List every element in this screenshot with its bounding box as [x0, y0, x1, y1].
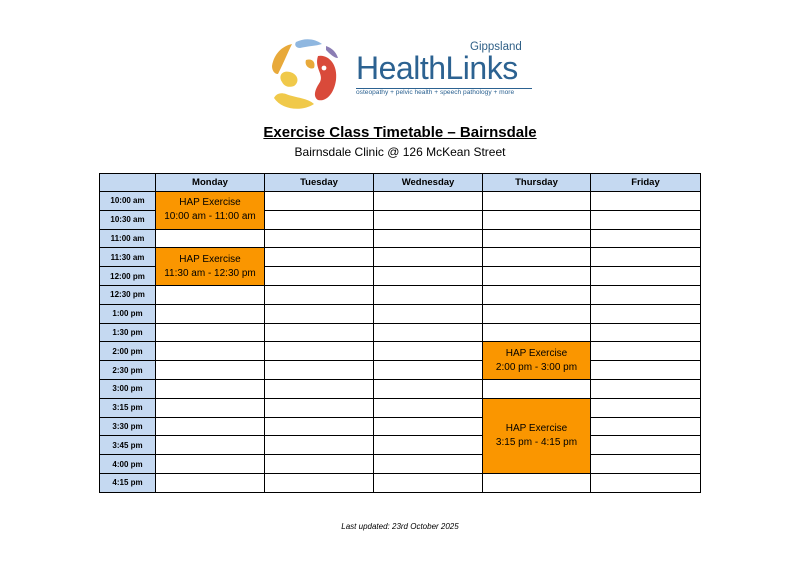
empty-cell [591, 285, 701, 304]
empty-cell [483, 248, 591, 267]
empty-cell [483, 304, 591, 323]
class-name: HAP Exercise [179, 197, 241, 209]
time-label: 3:15 pm [100, 398, 156, 417]
empty-cell [374, 210, 483, 229]
table-row [100, 342, 701, 361]
time-label: 10:00 am [100, 192, 156, 211]
empty-cell [156, 285, 265, 304]
page-title: Exercise Class Timetable – Bairnsdale [263, 124, 537, 141]
empty-cell [483, 379, 591, 398]
table-row [100, 473, 701, 492]
empty-cell [156, 229, 265, 248]
class-block-thursday-2 [483, 398, 591, 473]
empty-cell [156, 323, 265, 342]
table-row [100, 304, 701, 323]
class-block-thursday-1 [483, 342, 591, 380]
empty-cell [265, 304, 374, 323]
class-block-monday-1 [156, 192, 265, 230]
header-day-wednesday: Wednesday [374, 174, 483, 192]
empty-cell [591, 323, 701, 342]
time-label: 1:00 pm [100, 304, 156, 323]
empty-cell [591, 398, 701, 417]
last-updated-note: Last updated: 23rd October 2025 [341, 522, 459, 531]
time-label: 3:00 pm [100, 379, 156, 398]
class-block-monday-2 [156, 248, 265, 286]
time-label: 4:00 pm [100, 455, 156, 474]
empty-cell [265, 436, 374, 455]
header-day-friday: Friday [591, 174, 701, 192]
empty-cell [483, 473, 591, 492]
empty-cell [265, 285, 374, 304]
empty-cell [265, 267, 374, 286]
table-row [100, 436, 701, 455]
time-label: 12:30 pm [100, 285, 156, 304]
empty-cell [156, 304, 265, 323]
healthlinks-logo-icon [268, 36, 344, 112]
empty-cell [156, 342, 265, 361]
header-corner-cell [100, 174, 156, 192]
empty-cell [591, 210, 701, 229]
empty-cell [265, 323, 374, 342]
time-label: 1:30 pm [100, 323, 156, 342]
header-day-monday: Monday [156, 174, 265, 192]
empty-cell [591, 267, 701, 286]
empty-cell [591, 417, 701, 436]
timetable-header-row [100, 174, 701, 192]
empty-cell [156, 379, 265, 398]
empty-cell [374, 417, 483, 436]
empty-cell [374, 304, 483, 323]
empty-cell [374, 436, 483, 455]
table-row [100, 361, 701, 380]
table-row [100, 323, 701, 342]
empty-cell [265, 417, 374, 436]
timetable [99, 173, 701, 493]
empty-cell [265, 192, 374, 211]
table-row [100, 285, 701, 304]
empty-cell [265, 379, 374, 398]
logo-brand-text: HealthLinks [356, 50, 518, 86]
empty-cell [265, 473, 374, 492]
empty-cell [591, 436, 701, 455]
empty-cell [374, 229, 483, 248]
empty-cell [156, 455, 265, 474]
time-label: 2:00 pm [100, 342, 156, 361]
empty-cell [265, 342, 374, 361]
empty-cell [374, 361, 483, 380]
class-time: 2:00 pm - 3:00 pm [495, 361, 578, 373]
time-label: 2:30 pm [100, 361, 156, 380]
time-label: 4:15 pm [100, 473, 156, 492]
time-label: 11:30 am [100, 248, 156, 267]
class-time: 10:00 am - 11:00 am [164, 211, 256, 223]
time-label: 3:45 pm [100, 436, 156, 455]
logo-region-text: Gippsland [470, 41, 522, 53]
empty-cell [374, 267, 483, 286]
empty-cell [483, 285, 591, 304]
table-row [100, 398, 701, 417]
header-day-tuesday: Tuesday [265, 174, 374, 192]
logo-tagline: osteopathy + pelvic health + speech pathology + more [356, 89, 515, 96]
empty-cell [374, 323, 483, 342]
empty-cell [483, 323, 591, 342]
empty-cell [591, 361, 701, 380]
empty-cell [156, 436, 265, 455]
empty-cell [374, 192, 483, 211]
empty-cell [374, 285, 483, 304]
empty-cell [374, 342, 483, 361]
time-label: 10:30 am [100, 210, 156, 229]
table-row [100, 379, 701, 398]
empty-cell [265, 361, 374, 380]
class-name: HAP Exercise [179, 253, 241, 265]
empty-cell [591, 342, 701, 361]
class-time: 3:15 pm - 4:15 pm [495, 436, 578, 448]
page-subtitle: Bairnsdale Clinic @ 126 McKean Street [294, 145, 506, 159]
empty-cell [265, 398, 374, 417]
empty-cell [374, 379, 483, 398]
empty-cell [591, 304, 701, 323]
time-label: 11:00 am [100, 229, 156, 248]
time-label: 12:00 pm [100, 267, 156, 286]
empty-cell [156, 361, 265, 380]
empty-cell [374, 398, 483, 417]
table-row [100, 248, 701, 267]
empty-cell [591, 229, 701, 248]
table-row [100, 192, 701, 211]
empty-cell [265, 210, 374, 229]
empty-cell [265, 248, 374, 267]
class-name: HAP Exercise [505, 347, 568, 359]
empty-cell [483, 267, 591, 286]
empty-cell [374, 455, 483, 474]
empty-cell [483, 229, 591, 248]
header-day-thursday: Thursday [483, 174, 591, 192]
class-name: HAP Exercise [505, 422, 568, 434]
empty-cell [591, 473, 701, 492]
empty-cell [156, 417, 265, 436]
table-row [100, 455, 701, 474]
time-label: 3:30 pm [100, 417, 156, 436]
empty-cell [265, 229, 374, 248]
empty-cell [483, 192, 591, 211]
empty-cell [483, 210, 591, 229]
empty-cell [265, 455, 374, 474]
empty-cell [374, 248, 483, 267]
table-row [100, 229, 701, 248]
class-time: 11:30 am - 12:30 pm [164, 267, 256, 279]
empty-cell [591, 379, 701, 398]
empty-cell [156, 473, 265, 492]
empty-cell [374, 473, 483, 492]
empty-cell [591, 455, 701, 474]
table-row [100, 417, 701, 436]
empty-cell [591, 248, 701, 267]
empty-cell [591, 192, 701, 211]
empty-cell [156, 398, 265, 417]
